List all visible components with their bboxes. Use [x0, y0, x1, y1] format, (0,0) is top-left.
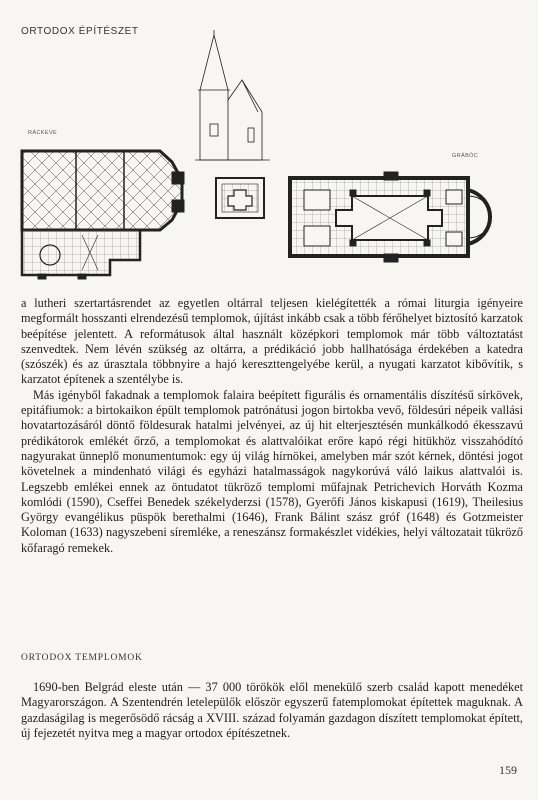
page-number: 159	[499, 763, 517, 777]
figure-label-grabac: GRÁBÓC	[452, 153, 479, 159]
body-text	[21, 296, 523, 556]
section-text	[21, 680, 523, 742]
small-square-plan	[216, 178, 264, 218]
running-head: ORTODOX ÉPÍTÉSZET	[21, 26, 139, 37]
figure-label-rackeve: RÁCKEVE	[28, 130, 58, 136]
church-elevation	[195, 30, 270, 160]
section-paragraph: 1690-ben Belgrád eleste után — 37 000 törökök elől menekülő szerb család kapott menedéket Magyarországon. A Szentendrén letelepülők először egyszerű fatemplomokat építettek maguknak. A gazdaságilag is megerősödő rácság a XVIII. század folyamán gazdagon díszített templomokat épített, új fejezetét nyitva meg a magyar ortodox építészetnek.	[21, 680, 523, 741]
architectural-drawings	[0, 30, 538, 295]
grabac-plan	[290, 172, 491, 262]
paragraph-2: Más igényből fakadnak a templomok falaira beépített figurális és ornamentális díszítésű sírkövek, epitáfiumok: a birtokaikon épült templomok patrónátusi jogon birtokba vevő, földesúri népeik vallási hovatartozásáról döntő földesurak hatalmi jelvényei, az új hit elterjesztésén munkálkodó ékesszavú prédikátorok emlékét őrző, a templomokat és alattvalóikat erőre kapó régi hitükhöz visszahódító nagyurakat ünneplő monumentumok: egy új világ hírnökei, amelyben már szót kérnek, döntési jogot követelnek a mindenható világi és egyházi hatalmasságok nagykorúvá váló laikus alattvalói is. Legszebb emlékei ennek az öntudatot tükröző templomi műfajnak Petrichevich Horváth Kozma komlódi (1590), Cseffei Benedek székelyderzsi (1578), Gyerőfi János kiskapusi (1619), Theilesius György evangélikus püspök berethalmi (1646), Frank Bálint szász gróf (1648) és Gotzmeister Koloman (1633) nagyszebeni síremléke, a reneszánsz formakészlet vidékies, helyi változatait tükröző kőfaragó remekek.	[21, 387, 523, 555]
paragraph-1: a lutheri szertartásrendet az egyetlen oltárral teljesen kielégítették a római liturgia igényeire megformált hosszanti elrendezésű templomok, újítást inkább csak a több férőhelyet biztosító karzatok beépítése jelentett. A reformátusok által használt középkori templomok már több változtatást szenvedtek. Nem lévén szükség az oltárra, a prédikáció jobb hallhatósága érdekében a katedra (szószék) és az úrasztala többnyire a hajó kereszttengelyébe kerül, a nyugati karzatot kibővítik, s karzatot építenek a szentélybe is.	[21, 296, 523, 387]
rackeve-plan	[22, 151, 184, 279]
section-heading: ORTODOX TEMPLOMOK	[21, 653, 143, 663]
plans-and-elevation-drawing	[0, 30, 538, 295]
